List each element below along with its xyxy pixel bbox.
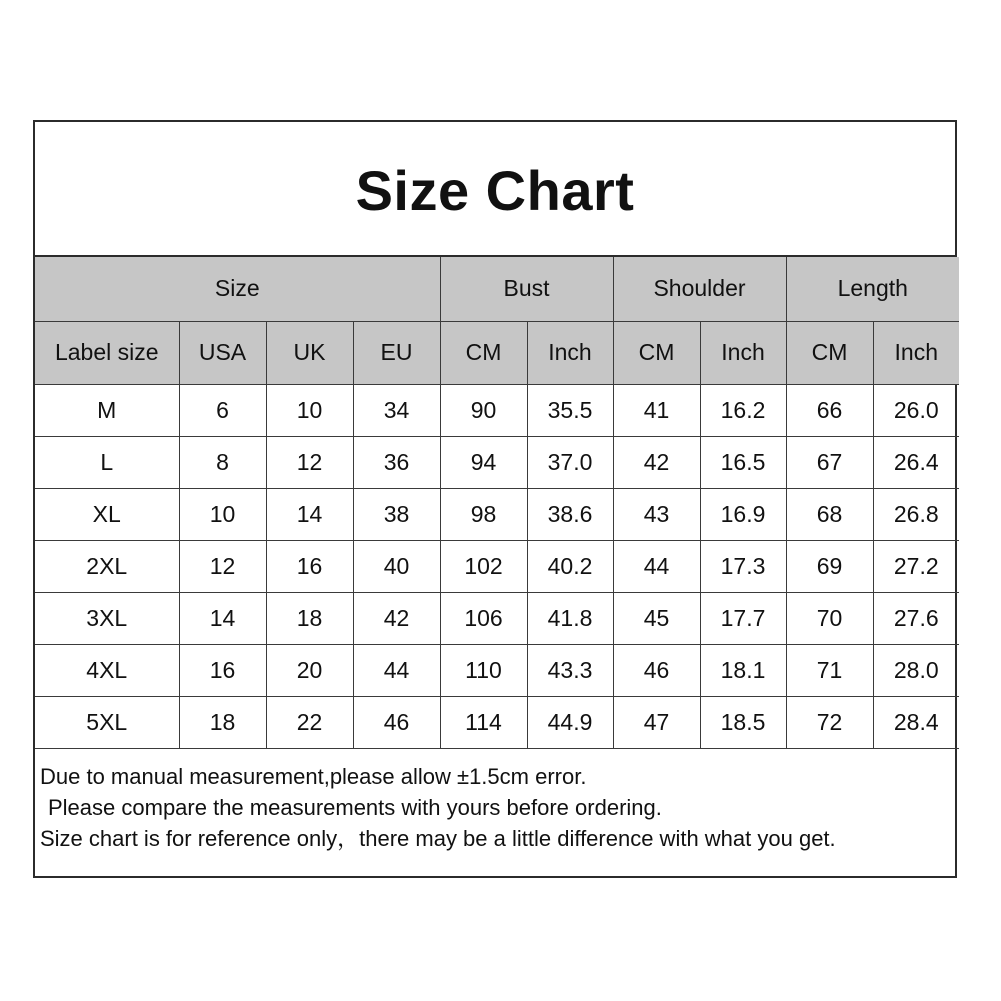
cell-label-size: 5XL — [35, 696, 179, 748]
cell-usa: 6 — [179, 384, 266, 436]
cell-shoulder-inch: 17.3 — [700, 540, 786, 592]
header-bust-cm: CM — [440, 321, 527, 384]
cell-shoulder-inch: 16.9 — [700, 488, 786, 540]
table-row — [35, 436, 959, 488]
cell-label-size: M — [35, 384, 179, 436]
cell-shoulder-cm: 47 — [613, 696, 700, 748]
table-row — [35, 540, 959, 592]
cell-label-size: 4XL — [35, 644, 179, 696]
cell-shoulder-inch: 18.5 — [700, 696, 786, 748]
header-uk: UK — [266, 321, 353, 384]
cell-eu: 46 — [353, 696, 440, 748]
cell-eu: 44 — [353, 644, 440, 696]
cell-usa: 16 — [179, 644, 266, 696]
table-row — [35, 384, 959, 436]
cell-length-inch: 27.6 — [873, 592, 959, 644]
cell-usa: 14 — [179, 592, 266, 644]
cell-bust-inch: 41.8 — [527, 592, 613, 644]
cell-bust-cm: 106 — [440, 592, 527, 644]
cell-shoulder-inch: 16.5 — [700, 436, 786, 488]
note-line: Please compare the measurements with yours before ordering. — [48, 794, 662, 820]
cell-eu: 38 — [353, 488, 440, 540]
group-header-row — [35, 257, 959, 321]
cell-length-inch: 26.0 — [873, 384, 959, 436]
notes — [35, 749, 955, 854]
cell-shoulder-cm: 46 — [613, 644, 700, 696]
cell-length-inch: 26.4 — [873, 436, 959, 488]
table-row — [35, 488, 959, 540]
cell-bust-cm: 98 — [440, 488, 527, 540]
cell-shoulder-cm: 44 — [613, 540, 700, 592]
note-line: Size chart is for reference only，there may be a little difference with what you get. — [40, 825, 836, 851]
cell-length-inch: 27.2 — [873, 540, 959, 592]
cell-shoulder-inch: 17.7 — [700, 592, 786, 644]
size-chart — [33, 120, 957, 878]
group-header-shoulder: Shoulder — [613, 257, 786, 321]
size-table — [35, 257, 959, 749]
cell-uk: 16 — [266, 540, 353, 592]
cell-usa: 8 — [179, 436, 266, 488]
table-row — [35, 644, 959, 696]
table-row — [35, 592, 959, 644]
note-line: Due to manual measurement,please allow ±1.5cm error. — [40, 763, 587, 789]
cell-uk: 18 — [266, 592, 353, 644]
cell-shoulder-cm: 41 — [613, 384, 700, 436]
cell-usa: 18 — [179, 696, 266, 748]
header-eu: EU — [353, 321, 440, 384]
cell-uk: 14 — [266, 488, 353, 540]
cell-bust-cm: 110 — [440, 644, 527, 696]
cell-length-cm: 68 — [786, 488, 873, 540]
cell-length-inch: 28.4 — [873, 696, 959, 748]
cell-usa: 12 — [179, 540, 266, 592]
table-body — [35, 384, 959, 748]
header-usa: USA — [179, 321, 266, 384]
cell-eu: 40 — [353, 540, 440, 592]
cell-bust-cm: 102 — [440, 540, 527, 592]
cell-shoulder-cm: 45 — [613, 592, 700, 644]
title-box — [35, 122, 955, 257]
header-bust-inch: Inch — [527, 321, 613, 384]
group-header-length: Length — [786, 257, 959, 321]
cell-shoulder-cm: 42 — [613, 436, 700, 488]
cell-uk: 12 — [266, 436, 353, 488]
cell-shoulder-inch: 16.2 — [700, 384, 786, 436]
table-row — [35, 696, 959, 748]
cell-bust-inch: 37.0 — [527, 436, 613, 488]
cell-bust-inch: 43.3 — [527, 644, 613, 696]
cell-bust-cm: 114 — [440, 696, 527, 748]
cell-label-size: XL — [35, 488, 179, 540]
cell-length-cm: 69 — [786, 540, 873, 592]
cell-bust-inch: 44.9 — [527, 696, 613, 748]
cell-label-size: L — [35, 436, 179, 488]
cell-eu: 36 — [353, 436, 440, 488]
cell-shoulder-cm: 43 — [613, 488, 700, 540]
header-shoulder-cm: CM — [613, 321, 700, 384]
cell-length-inch: 26.8 — [873, 488, 959, 540]
cell-bust-inch: 40.2 — [527, 540, 613, 592]
cell-length-cm: 66 — [786, 384, 873, 436]
cell-label-size: 2XL — [35, 540, 179, 592]
cell-length-cm: 72 — [786, 696, 873, 748]
cell-bust-cm: 94 — [440, 436, 527, 488]
group-header-bust: Bust — [440, 257, 613, 321]
cell-bust-cm: 90 — [440, 384, 527, 436]
cell-uk: 10 — [266, 384, 353, 436]
cell-eu: 42 — [353, 592, 440, 644]
sub-header-row — [35, 321, 959, 384]
cell-uk: 22 — [266, 696, 353, 748]
header-length-inch: Inch — [873, 321, 959, 384]
header-shoulder-inch: Inch — [700, 321, 786, 384]
header-label-size: Label size — [35, 321, 179, 384]
cell-length-cm: 67 — [786, 436, 873, 488]
cell-bust-inch: 35.5 — [527, 384, 613, 436]
cell-uk: 20 — [266, 644, 353, 696]
page-title: Size Chart — [355, 159, 635, 222]
cell-shoulder-inch: 18.1 — [700, 644, 786, 696]
cell-bust-inch: 38.6 — [527, 488, 613, 540]
cell-length-inch: 28.0 — [873, 644, 959, 696]
group-header-size: Size — [35, 257, 440, 321]
cell-length-cm: 70 — [786, 592, 873, 644]
cell-eu: 34 — [353, 384, 440, 436]
header-length-cm: CM — [786, 321, 873, 384]
cell-usa: 10 — [179, 488, 266, 540]
cell-label-size: 3XL — [35, 592, 179, 644]
cell-length-cm: 71 — [786, 644, 873, 696]
